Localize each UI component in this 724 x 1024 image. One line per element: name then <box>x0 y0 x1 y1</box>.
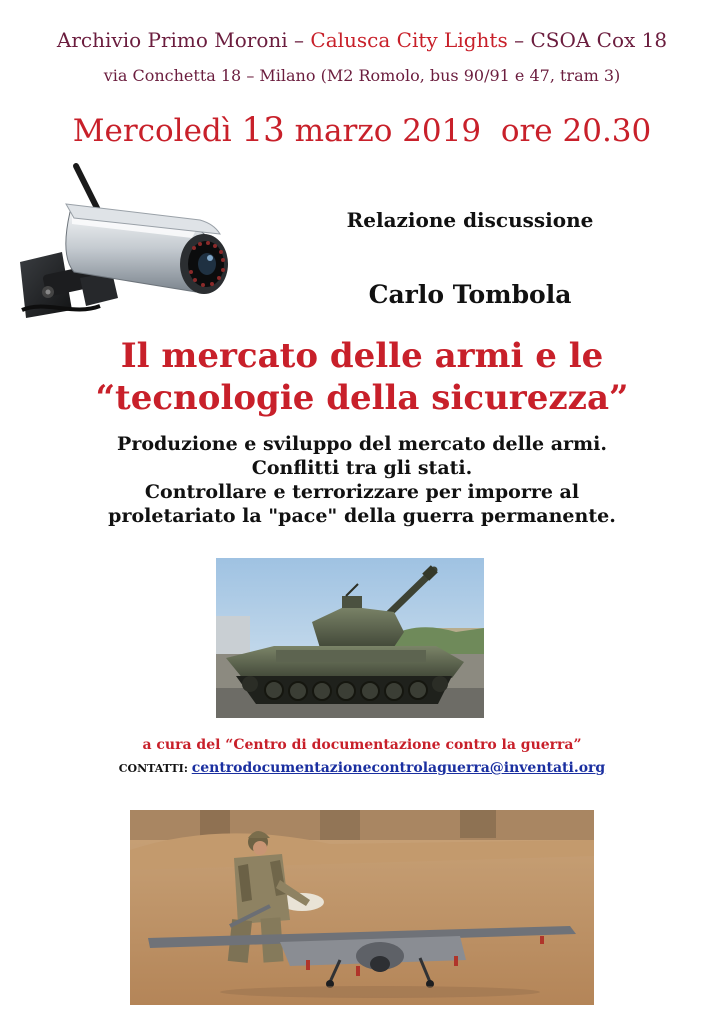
csoa-name: CSOA Cox 18 <box>530 28 668 52</box>
contacts-label: CONTATTI: <box>118 762 192 775</box>
subtitle-line: Produzione e sviluppo del mercato delle armi. <box>117 433 607 455</box>
title-line: “tecnologie della sicurezza” <box>95 378 629 418</box>
event-subtitle <box>40 432 684 528</box>
calusca-name: Calusca City Lights <box>310 28 508 52</box>
header-dash: – <box>507 28 531 52</box>
event-date <box>0 110 724 150</box>
event-type: Relazione discussione <box>346 208 594 232</box>
subtitle-line: Conflitti tra gli stati. <box>251 457 473 479</box>
title-line: Il mercato delle armi e le <box>120 336 604 376</box>
contact-email-link[interactable]: centrodocumentazionecontrolaguerra@inventati.org <box>191 760 606 776</box>
subtitle-line: Controllare e terrorizzare per imporre al <box>144 481 580 503</box>
event-title <box>40 335 684 419</box>
address-line: via Conchetta 18 – Milano (M2 Romolo, bus 90/91 e 47, tram 3) <box>103 66 621 85</box>
contacts-line <box>80 757 644 776</box>
archive-name: Archivio Primo Moroni <box>56 28 288 52</box>
header-line <box>0 28 724 52</box>
drone-photo <box>130 810 594 1005</box>
date-day: 13 <box>241 110 285 150</box>
speaker-name: Carlo Tombola <box>368 280 572 309</box>
header-dash: – <box>287 28 311 52</box>
subtitle-line: proletariato la "pace" della guerra permanente. <box>108 505 616 527</box>
date-month-year: marzo 2019 <box>284 113 482 149</box>
date-weekday: Mercoledì <box>72 113 242 149</box>
tank-photo <box>216 558 484 718</box>
security-camera-photo <box>14 160 232 320</box>
organizer-credit: a cura del “Centro di documentazione contro la guerra” <box>142 737 582 753</box>
date-time: ore 20.30 <box>481 113 652 149</box>
